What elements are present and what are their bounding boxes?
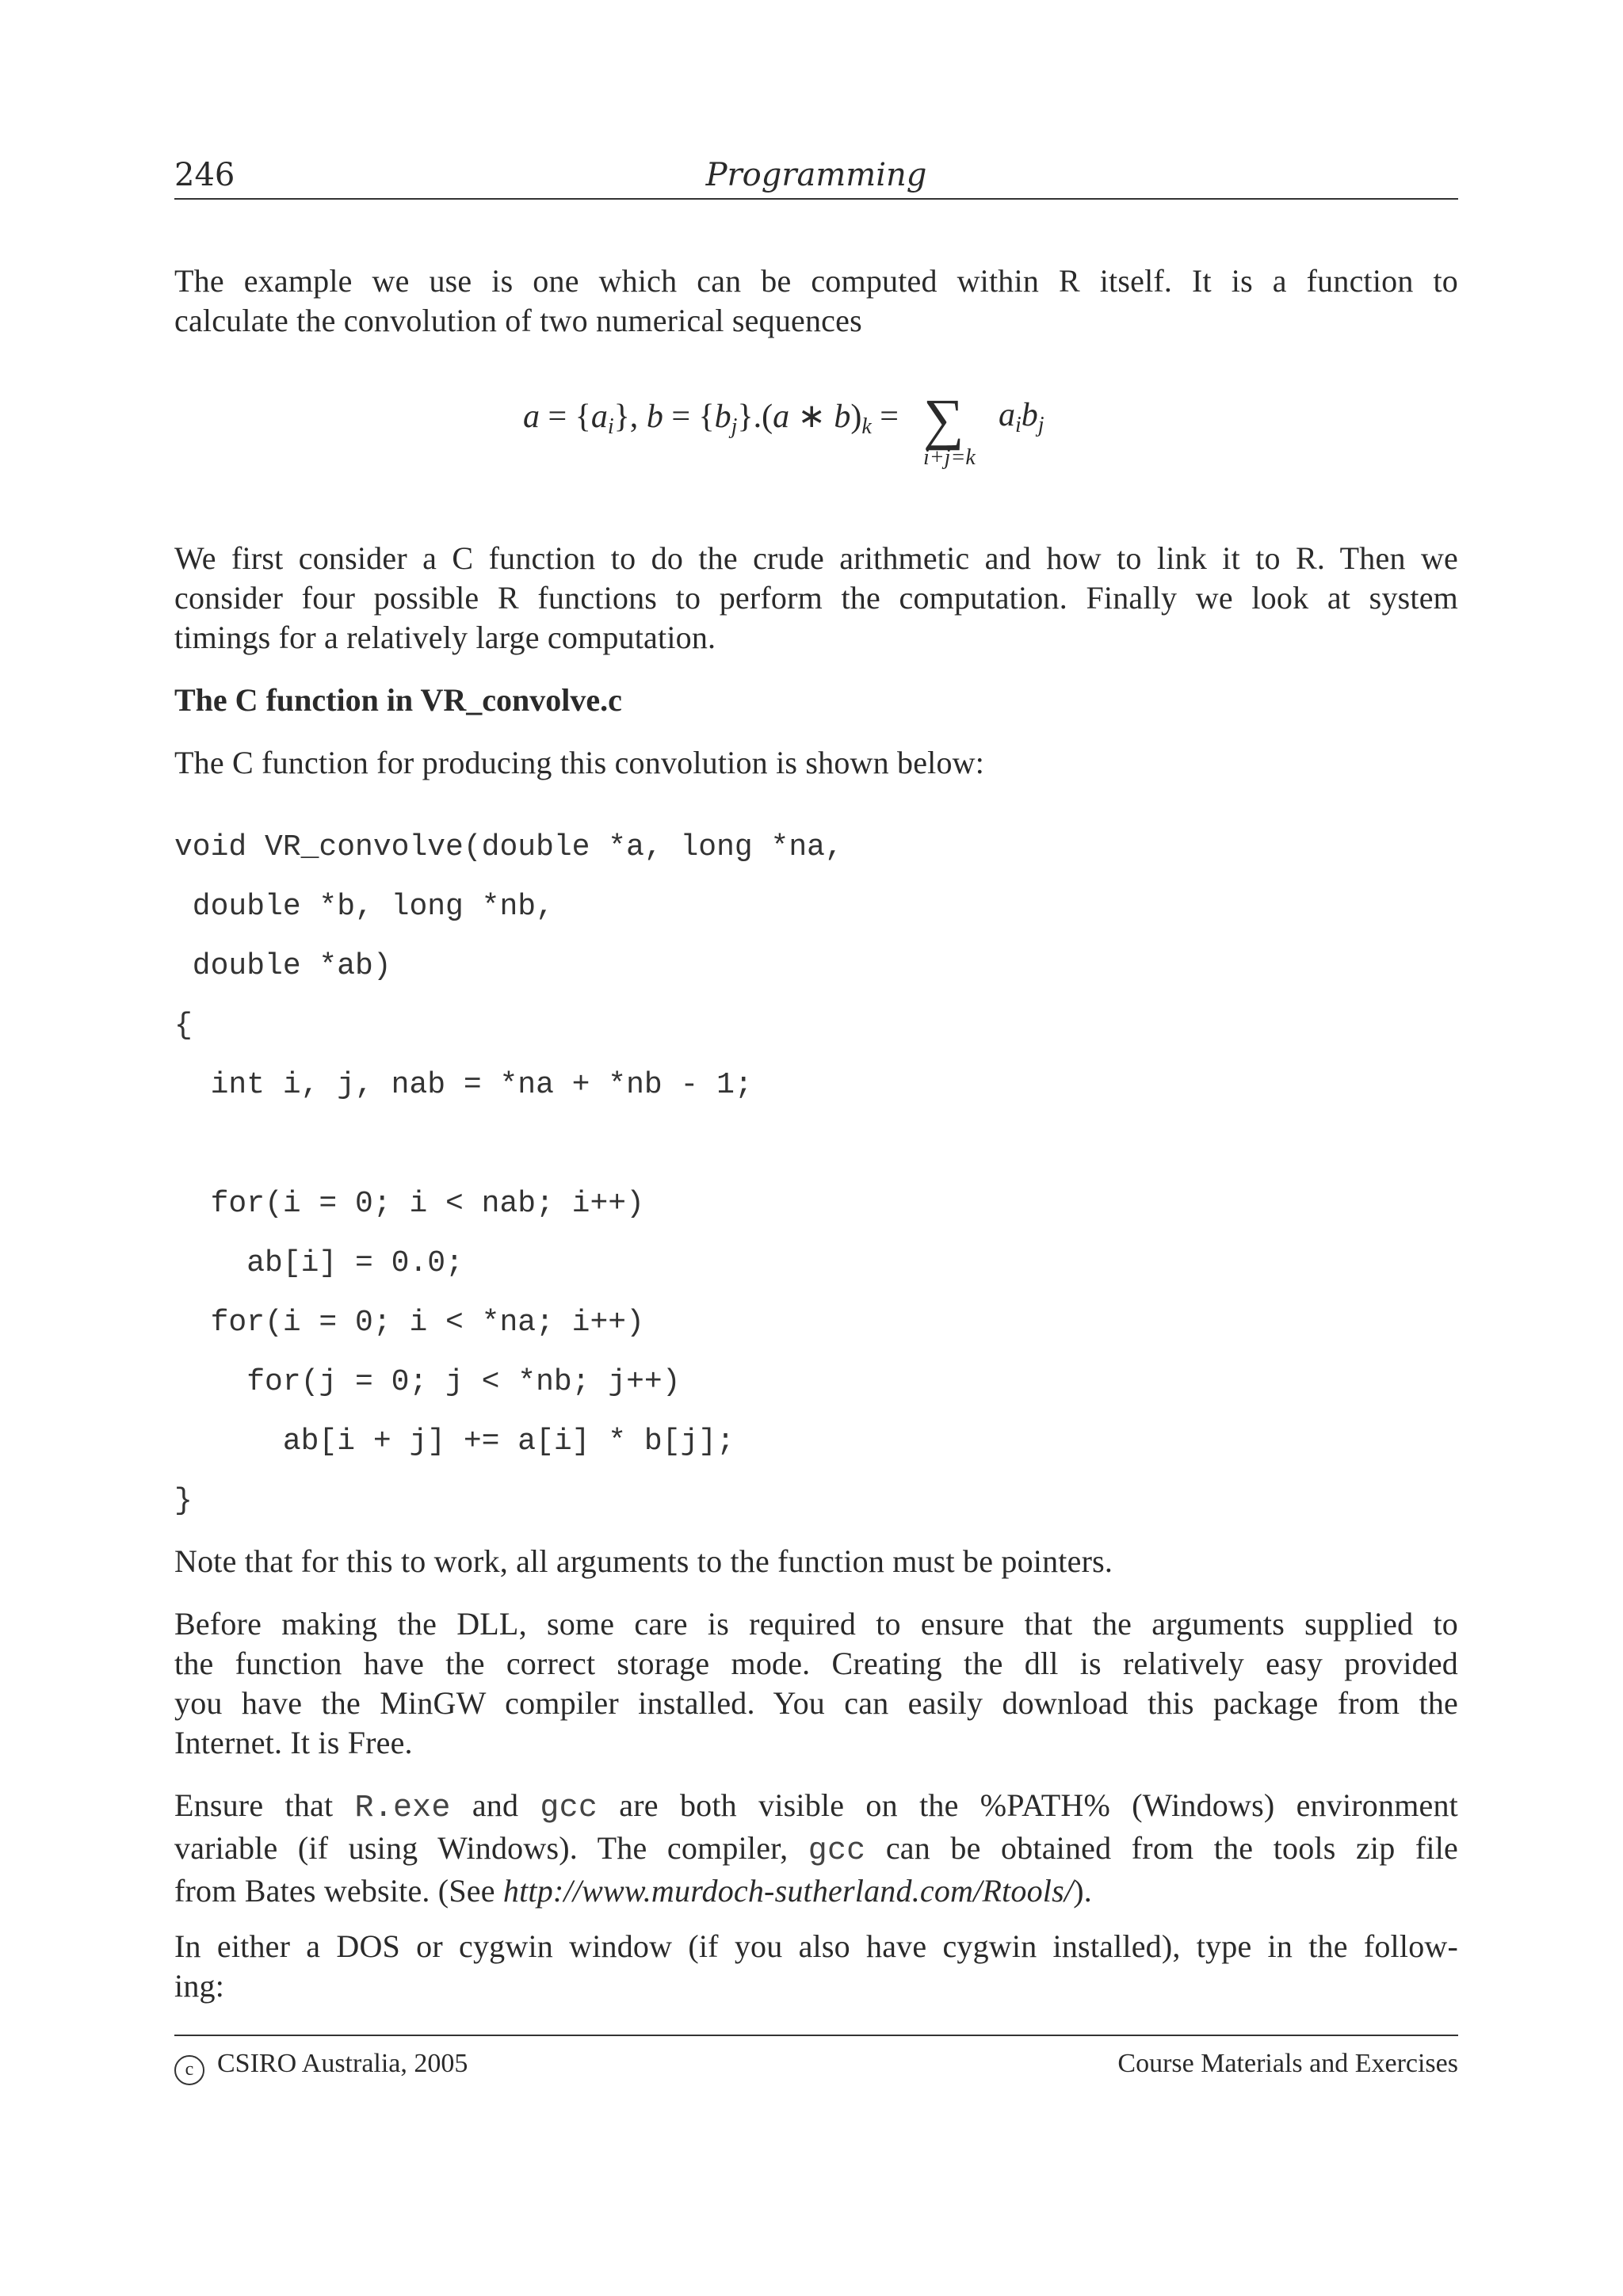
text-run: variable (if using Windows). The compiler, xyxy=(174,1830,808,1866)
dll-line-4: Internet. It is Free. xyxy=(174,1725,413,1760)
footer-right-text: Course Materials and Exercises xyxy=(1117,2049,1458,2078)
pointers-note xyxy=(174,1542,1458,1581)
intro-paragraph xyxy=(174,261,1458,341)
running-title: Programming xyxy=(705,157,927,193)
copyright-icon: c xyxy=(174,2055,204,2085)
summation-subscript: i+j=k xyxy=(923,445,976,470)
overview-line-2: consider four possible R functions to perform the computation. Finally we look at system xyxy=(174,580,1458,616)
section-heading: The C function in VR_convolve.c xyxy=(174,682,622,718)
page-header xyxy=(174,152,1458,200)
path-line-1 xyxy=(174,1786,1458,1829)
dll-line-3: you have the MinGW compiler installed. You can easily download this package from the xyxy=(174,1685,1458,1721)
footer-left-text: CSIRO Australia, 2005 xyxy=(217,2049,468,2078)
dll-line-2: the function have the correct storage mode. Creating the dll is relatively easy provided xyxy=(174,1646,1458,1681)
text-run: are both visible on the %PATH% (Windows) environment xyxy=(598,1787,1458,1823)
code-inline-rexe: R.exe xyxy=(354,1791,451,1826)
code-line: void VR_convolve(double *a, long *na, xyxy=(174,830,843,864)
code-line: for(i = 0; i < *na; i++) xyxy=(174,1306,644,1340)
code-line: { xyxy=(174,1009,193,1043)
text-run: and xyxy=(450,1787,540,1823)
overview-line-1: We first consider a C function to do the crude arithmetic and how to link it to R. Then we xyxy=(174,540,1458,576)
rtools-url-link[interactable]: http://www.murdoch-sutherland.com/Rtools/ xyxy=(502,1873,1074,1909)
code-line: for(i = 0; i < nab; i++) xyxy=(174,1187,644,1221)
intro-line-1: The example we use is one which can be computed within R itself. It is a function to xyxy=(174,263,1458,299)
path-line-3 xyxy=(174,1871,1458,1911)
dll-paragraph xyxy=(174,1604,1458,1763)
equation-rhs: $a_ib_j$ xyxy=(999,397,1044,437)
text-run: can be obtained from the tools zip file xyxy=(865,1830,1458,1866)
code-line: int i, j, nab = *na + *nb - 1; xyxy=(174,1068,753,1102)
code-line: for(j = 0; j < *nb; j++) xyxy=(174,1365,681,1399)
code-line: double *b, long *nb, xyxy=(174,890,554,924)
cygwin-line-1: In either a DOS or cygwin window (if you also have cygwin installed), type in the follow- xyxy=(174,1928,1458,1964)
convolution-equation xyxy=(174,388,1458,491)
document-page xyxy=(174,0,1458,2296)
path-paragraph xyxy=(174,1786,1458,1911)
code-line: } xyxy=(174,1484,193,1518)
code-inline-gcc: gcc xyxy=(808,1833,866,1869)
cygwin-line-2: ing: xyxy=(174,1968,225,2004)
page-number: 246 xyxy=(174,157,235,193)
text-run: ). xyxy=(1073,1873,1092,1909)
summation-symbol: ∑ xyxy=(923,387,964,451)
dll-line-1: Before making the DLL, some care is required to ensure that the arguments supplied to xyxy=(174,1606,1458,1642)
text-run: from Bates website. (See xyxy=(174,1873,503,1909)
page-footer xyxy=(174,2035,1458,2080)
code-line: ab[i] = 0.0; xyxy=(174,1246,464,1280)
intro-line-2: calculate the convolution of two numerical sequences xyxy=(174,303,862,338)
code-line: ab[i + j] += a[i] * b[j]; xyxy=(174,1425,735,1459)
code-inline-gcc: gcc xyxy=(540,1791,598,1826)
pointers-note-line: Note that for this to work, all arguments to the function must be pointers. xyxy=(174,1543,1113,1579)
footer-copyright xyxy=(174,2049,468,2085)
code-line: double *ab) xyxy=(174,949,391,983)
code-intro-line: The C function for producing this convolution is shown below: xyxy=(174,745,985,780)
equation-main: $a = \{a_i\}$, $b = \{b_j\}.(a$ ∗ $b)_k$ = xyxy=(523,399,899,439)
text-run: Ensure that xyxy=(174,1787,355,1823)
overview-line-3: timings for a relatively large computation. xyxy=(174,620,716,655)
cygwin-paragraph xyxy=(174,1927,1458,2006)
overview-paragraph xyxy=(174,539,1458,658)
code-intro-paragraph xyxy=(174,743,1458,783)
path-line-2 xyxy=(174,1829,1458,1871)
